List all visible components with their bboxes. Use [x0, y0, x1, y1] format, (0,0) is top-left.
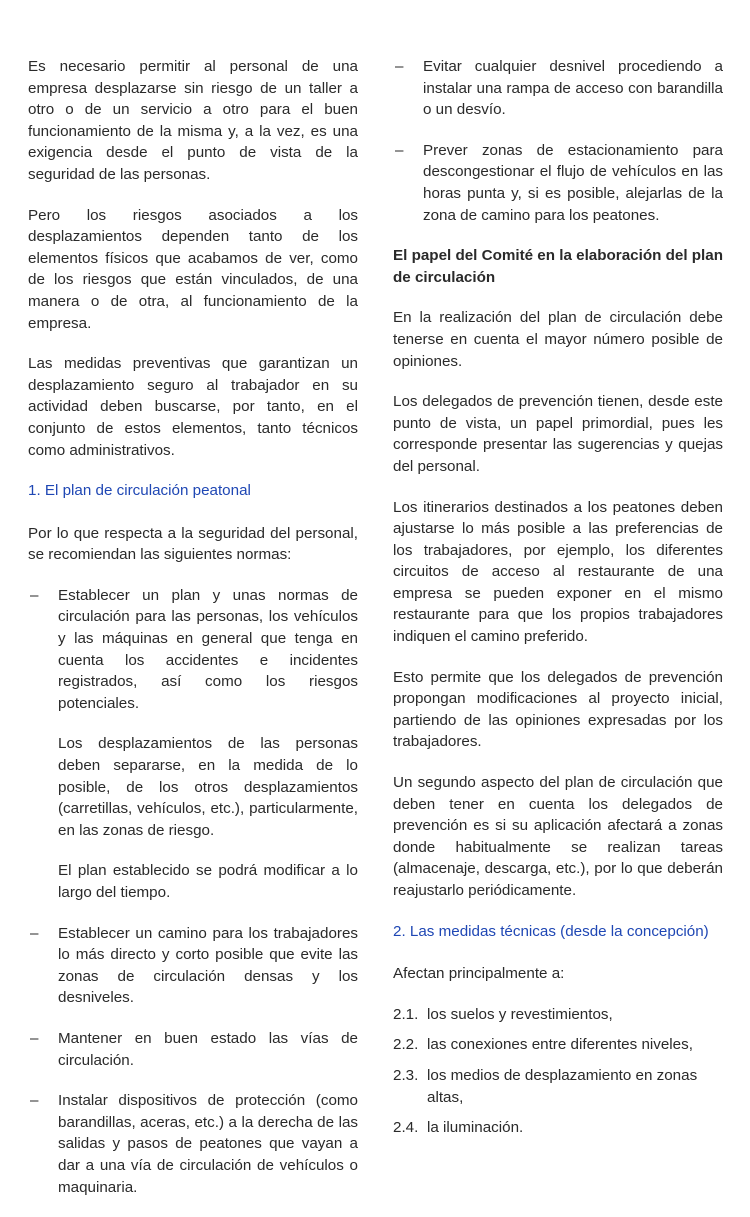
list-item-text: Establecer un camino para los trabajadores lo más directo y corto posible que evite las zonas de circulación densas y los desniveles. [58, 924, 358, 1007]
dash-bullet: – [395, 141, 404, 159]
numbered-item [393, 1065, 723, 1108]
section-heading-2: 2. Las medidas técnicas (desde la concepción) [393, 922, 709, 940]
list-item [28, 585, 358, 904]
paragraph: Los delegados de prevención tienen, desde este punto de vista, un papel primordial, pues les corresponde presentar las sugerencias y quejas del personal. [393, 393, 723, 475]
list-item [393, 140, 723, 226]
list-item [393, 56, 723, 121]
list-item-subparagraph: Los desplazamientos de las personas deben separarse, en la medida de lo posible, de los otros desplazamientos (carretillas, vehículos, etc.), particularmente, en las zonas de riesgo. [58, 735, 358, 839]
paragraph: En la realización del plan de circulación debe tenerse en cuenta el mayor número posible de opiniones. [393, 309, 723, 370]
paragraph: Los itinerarios destinados a los peatones deben ajustarse lo más posible a las preferencias de los trabajadores, por ejemplo, los diferentes circuitos de acceso al restaurante de una empresa se pueden exponer en el mismo restaurante para que los propios trabajadores indiquen el camino preferido. [393, 498, 723, 646]
paragraph: Las medidas preventivas que garantizan un desplazamiento seguro al trabajador en su actividad deben buscarse, por tanto, en el conjunto de estos elementos, tanto técnicos como administrativos. [28, 355, 358, 459]
paragraph: Es necesario permitir al personal de una empresa desplazarse sin riesgo de un taller a otro o de un servicio a otro para el buen funcionamiento de la misma y, a la vez, es una exigencia desde el punto de vista de la seguridad de las personas. [28, 58, 358, 183]
list-item-text: Prever zonas de estacionamiento para descongestionar el flujo de vehículos en las horas punta y, si es posible, alejarlas de la zona de camino para los peatones. [423, 141, 723, 224]
list-item-text: Establecer un plan y unas normas de circulación para las personas, los vehículos y las máquinas en general que tenga en cuenta los accidentes e incidentes registrados, así como los riesgos potenciales. [58, 586, 358, 712]
list-item-text: Evitar cualquier desnivel procediendo a instalar una rampa de acceso con barandilla o un desvío. [423, 58, 723, 119]
dash-bullet: – [30, 1029, 39, 1047]
list-item [28, 923, 358, 1009]
paragraph: Pero los riesgos asociados a los desplazamientos dependen tanto de los elementos físicos que acabamos de ver, como de los riesgos que están vinculados, de una manera o de otra, al funcionamiento de la empresa. [28, 206, 358, 332]
numbered-item [393, 1117, 723, 1139]
list-item-subparagraph: El plan establecido se podrá modificar a lo largo del tiempo. [58, 862, 358, 901]
paragraph: Por lo que respecta a la seguridad del personal, se recomiendan las siguientes normas: [28, 524, 358, 564]
list-item [28, 1028, 358, 1071]
left-column [28, 56, 358, 1217]
list-item-text: Mantener en buen estado las vías de circulación. [58, 1029, 358, 1069]
dash-bullet: – [30, 1092, 39, 1110]
right-column [393, 56, 723, 1148]
list-item [28, 1090, 358, 1198]
paragraph: Un segundo aspecto del plan de circulación que deben tener en cuenta los delegados de prevención es si su aplicación afectará a zonas donde habitualmente se realizan tareas (almacenaje, descarga, etc.), por lo que deberán reajustarlo periódicamente. [393, 774, 723, 899]
dash-bullet: – [395, 58, 404, 75]
numbered-item [393, 1004, 723, 1026]
numbered-item [393, 1034, 723, 1056]
list-item-text: Instalar dispositivos de protección (como barandillas, aceras, etc.) a la derecha de las salidas y pasos de peatones que vayan a dar a una vía de circulación de vehículos o maquinaria. [58, 1092, 358, 1196]
dash-bullet: – [30, 586, 39, 604]
item-number: 2.2. [393, 1036, 419, 1054]
item-text: los suelos y revestimientos, [427, 1005, 613, 1023]
item-text: las conexiones entre diferentes niveles, [427, 1036, 693, 1054]
item-number: 2.4. [393, 1119, 419, 1137]
item-number: 2.1. [393, 1005, 419, 1023]
paragraph: Esto permite que los delegados de prevención propongan modificaciones al proyecto inicial, partiendo de las opiniones expresadas por los trabajadores. [393, 668, 723, 751]
paragraph: Afectan principalmente a: [393, 965, 565, 983]
section-heading-1: 1. El plan de circulación peatonal [28, 482, 251, 500]
item-text: la iluminación. [427, 1119, 524, 1137]
dash-bullet: – [30, 924, 39, 942]
item-text: los medios de desplazamiento en zonas altas, [427, 1066, 698, 1106]
item-number: 2.3. [393, 1066, 419, 1084]
subheading: El papel del Comité en la elaboración del plan de circulación [393, 247, 723, 286]
